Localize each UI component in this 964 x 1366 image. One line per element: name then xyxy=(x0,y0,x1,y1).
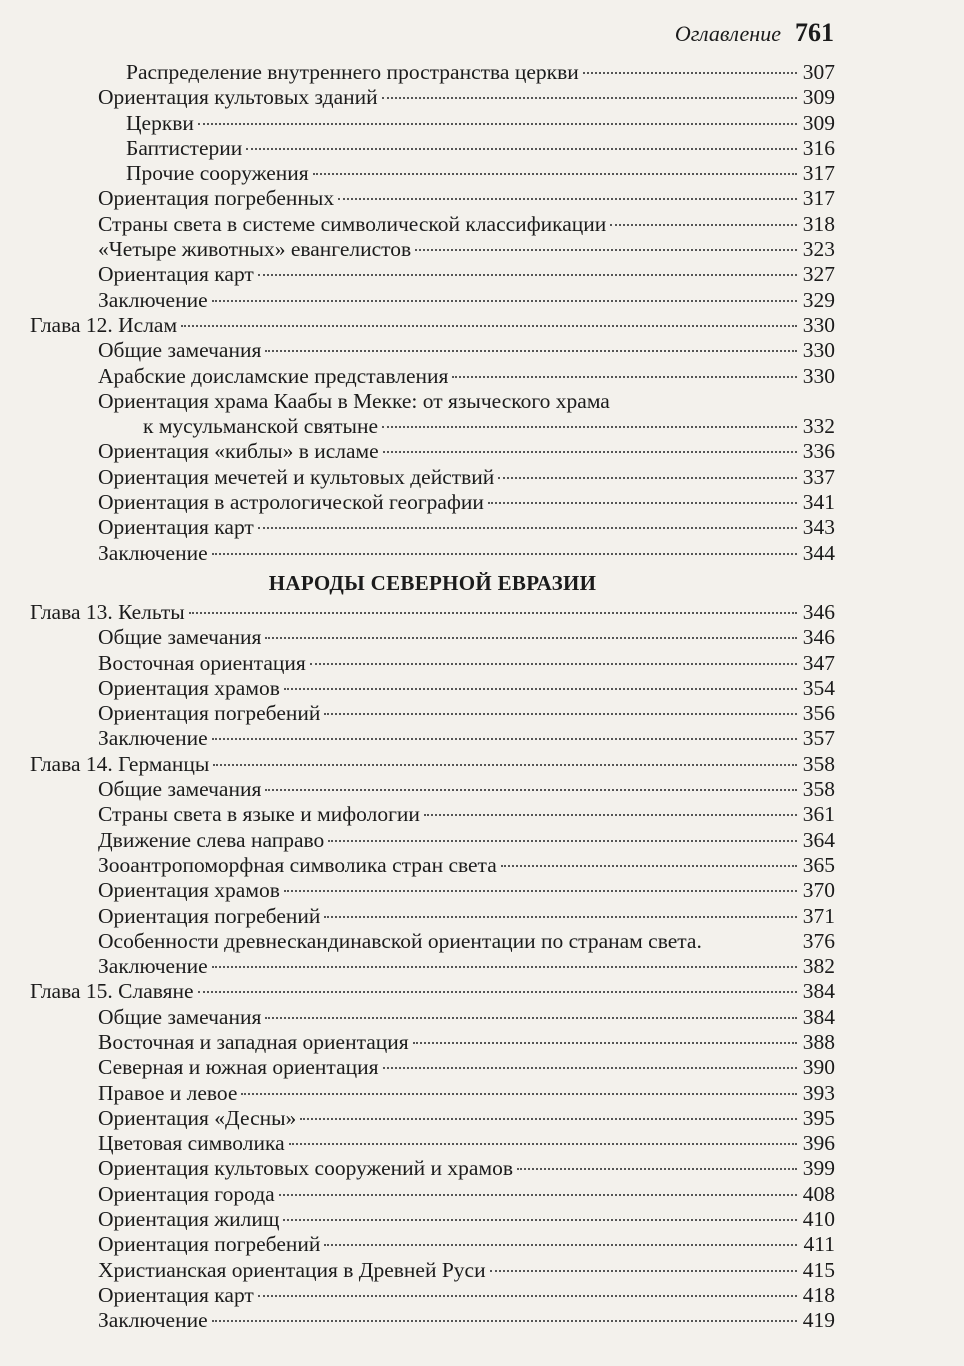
toc-page-number: 376 xyxy=(802,928,835,953)
section-heading: НАРОДЫ СЕВЕРНОЙ ЕВРАЗИИ xyxy=(268,570,597,595)
dot-leader xyxy=(313,173,797,175)
toc-page-number: 399 xyxy=(802,1156,835,1181)
toc-page-number: 316 xyxy=(802,135,835,160)
dot-leader xyxy=(501,865,797,867)
toc-page-number: 309 xyxy=(802,110,835,135)
toc-page-number: 410 xyxy=(802,1207,835,1232)
dot-leader xyxy=(300,1118,797,1120)
toc-entry-row xyxy=(30,439,835,464)
toc-entry-title: Восточная и западная ориентация xyxy=(98,1029,409,1054)
toc-entry-row xyxy=(30,1232,835,1257)
toc-page-number: 336 xyxy=(802,439,835,464)
toc-entry-row xyxy=(30,802,835,827)
dot-leader xyxy=(181,325,797,327)
toc-entry-title: Заключение xyxy=(98,954,208,979)
toc-entry-title: Заключение xyxy=(98,287,208,312)
toc-entry-row xyxy=(30,111,835,136)
dot-leader xyxy=(498,477,797,479)
toc-entry-title: Ориентация «Десны» xyxy=(98,1105,297,1130)
toc-page-number: 344 xyxy=(802,540,835,565)
toc-page-number: 418 xyxy=(802,1282,835,1307)
toc-entry-title: «Четыре животных» евангелистов xyxy=(98,237,412,262)
toc-entry-title: Ориентация карт xyxy=(98,515,254,540)
toc-page-number: 341 xyxy=(802,490,835,515)
toc-entry-row xyxy=(30,651,835,676)
dot-leader xyxy=(241,1093,797,1095)
toc-entry-row xyxy=(30,1258,835,1283)
dot-leader xyxy=(382,97,797,99)
dot-leader xyxy=(213,764,797,766)
toc-entry-title: Церкви xyxy=(126,110,194,135)
toc-entry-row xyxy=(30,1081,835,1106)
toc-entry-row xyxy=(30,338,835,363)
dot-leader xyxy=(424,814,797,816)
dot-leader xyxy=(284,890,797,892)
toc-entry-row xyxy=(30,878,835,903)
toc-entry-title: Ориентация мечетей и культовых действий xyxy=(98,464,495,489)
toc-entry-title: Правое и левое xyxy=(98,1080,238,1105)
toc-entry-title: Ориентация жилищ xyxy=(98,1207,280,1232)
toc-page-number: 329 xyxy=(802,287,835,312)
toc-page-number: 419 xyxy=(802,1308,835,1333)
toc-entry-title: Прочие сооружения xyxy=(126,161,309,186)
toc-entry-row xyxy=(30,186,835,211)
toc-entry-title: Ориентация карт xyxy=(98,1282,254,1307)
toc-chapter-row xyxy=(30,752,835,777)
dot-leader xyxy=(383,451,797,453)
dot-leader xyxy=(265,350,797,352)
toc-page-number: 358 xyxy=(802,777,835,802)
toc-entry-title: Ориентация погребений xyxy=(98,903,321,928)
toc-entry-row xyxy=(30,726,835,751)
toc-entry-row xyxy=(30,60,835,85)
toc-entry-title: к мусульманской святыне xyxy=(143,414,378,439)
page-header xyxy=(675,18,834,48)
toc-page-number: 343 xyxy=(802,515,835,540)
toc-entry-row xyxy=(30,625,835,650)
toc-entry-row xyxy=(30,929,835,954)
toc-page-number: 356 xyxy=(802,701,835,726)
toc-entry-title: Ориентация карт xyxy=(98,262,254,287)
toc-page-number: 390 xyxy=(802,1055,835,1080)
running-title: Оглавление xyxy=(674,21,781,46)
toc-entry-title: Глава 14. Германцы xyxy=(30,751,210,776)
dot-leader xyxy=(310,663,797,665)
toc-entry-row xyxy=(30,1182,835,1207)
toc-page-number: 354 xyxy=(802,675,835,700)
toc-entry-title: Ориентация храмов xyxy=(98,675,280,700)
toc-page-number: 337 xyxy=(802,464,835,489)
toc-entry-row xyxy=(30,1308,835,1333)
dot-leader xyxy=(265,789,797,791)
toc-page-number: 323 xyxy=(802,237,835,262)
toc-entry-title: Арабские доисламские представления xyxy=(98,363,449,388)
dot-leader xyxy=(382,426,797,428)
dot-leader xyxy=(452,376,797,378)
toc-entry-title: Цветовая символика xyxy=(98,1131,285,1156)
toc-page-number: 330 xyxy=(802,312,835,337)
toc-entry-row xyxy=(30,515,835,540)
dot-leader xyxy=(258,274,797,276)
dot-leader xyxy=(324,713,797,715)
dot-leader xyxy=(324,916,797,918)
dot-leader xyxy=(488,502,797,504)
toc-entry-row xyxy=(30,1030,835,1055)
toc-page-number: 415 xyxy=(802,1257,835,1282)
toc-page-number: 330 xyxy=(802,338,835,363)
toc-entry-row xyxy=(30,389,835,414)
dot-leader xyxy=(246,148,797,150)
toc-entry-title: Общие замечания xyxy=(98,625,262,650)
toc-entry-title: Ориентация храма Каабы в Мекке: от языческого храма xyxy=(98,388,610,413)
toc-entry-title: Ориентация храмов xyxy=(98,878,280,903)
toc-entry-title: Общие замечания xyxy=(98,338,262,363)
toc-entry-title: Заключение xyxy=(98,540,208,565)
toc-entry-row xyxy=(30,85,835,110)
toc-entry-title: Глава 15. Славяне xyxy=(30,979,194,1004)
toc-page-number: 361 xyxy=(802,802,835,827)
toc-entry-title: Баптистерии xyxy=(126,135,243,160)
toc-entry-title: Заключение xyxy=(98,726,208,751)
toc-page-number: 365 xyxy=(802,852,835,877)
dot-leader xyxy=(415,249,797,251)
toc-page-number: 411 xyxy=(803,1232,835,1257)
toc-entry-title: Ориентация города xyxy=(98,1181,275,1206)
toc-page-number: 317 xyxy=(802,186,835,211)
toc-entry-row xyxy=(30,541,835,566)
toc-page-number: 357 xyxy=(802,726,835,751)
toc-entry-title: Восточная ориентация xyxy=(98,650,306,675)
toc-entry-title: Ориентация погребений xyxy=(98,701,321,726)
toc-entry-row xyxy=(30,161,835,186)
toc-page-number: 384 xyxy=(802,1004,835,1029)
toc-entry-title: Распределение внутреннего пространства церкви xyxy=(126,60,579,84)
toc-entry-title: Глава 12. Ислам xyxy=(30,312,178,337)
dot-leader xyxy=(212,1320,797,1322)
toc-page-number: 309 xyxy=(802,85,835,110)
dot-leader xyxy=(284,688,797,690)
toc-entry-title: Северная и южная ориентация xyxy=(98,1055,379,1080)
dot-leader xyxy=(212,738,797,740)
table-of-contents xyxy=(30,60,835,1334)
toc-chapter-row xyxy=(30,979,835,1004)
dot-leader xyxy=(490,1270,797,1272)
toc-page-number: 346 xyxy=(802,599,835,624)
toc-page-number: 388 xyxy=(802,1029,835,1054)
toc-page-number: 384 xyxy=(802,979,835,1004)
dot-leader xyxy=(517,1168,797,1170)
toc-entry-row xyxy=(30,904,835,929)
toc-page-number: 332 xyxy=(802,414,835,439)
toc-page-number: 346 xyxy=(802,625,835,650)
toc-entry-row xyxy=(30,853,835,878)
toc-entry-title: Страны света в системе символической классификации xyxy=(98,211,607,236)
toc-entry-row xyxy=(30,1055,835,1080)
toc-entry-row xyxy=(30,1156,835,1181)
toc-page-number: 307 xyxy=(802,60,835,84)
toc-entry-title: Особенности древнескандинавской ориентации по странам света. xyxy=(98,928,702,953)
toc-entry-title: Ориентация погребенных xyxy=(98,186,335,211)
toc-page-number: 318 xyxy=(802,211,835,236)
toc-page-number: 364 xyxy=(802,827,835,852)
toc-page-number: 347 xyxy=(802,650,835,675)
toc-entry-title: Ориентация в астрологической географии xyxy=(98,490,484,515)
toc-entry-row xyxy=(30,828,835,853)
dot-leader xyxy=(198,991,797,993)
toc-entry-title: Ориентация погребений xyxy=(98,1232,321,1257)
dot-leader xyxy=(383,1067,797,1069)
toc-entry-row xyxy=(30,288,835,313)
toc-entry-title: Движение слева направо xyxy=(98,827,325,852)
toc-entry-title: Ориентация культовых сооружений и храмов xyxy=(98,1156,513,1181)
toc-page-number: 327 xyxy=(802,262,835,287)
toc-entry-row xyxy=(30,1283,835,1308)
dot-leader xyxy=(413,1042,797,1044)
toc-entry-title: Заключение xyxy=(98,1308,208,1333)
toc-entry-row xyxy=(30,237,835,262)
toc-entry-row xyxy=(30,136,835,161)
toc-entry-title: Глава 13. Кельты xyxy=(30,599,185,624)
dot-leader xyxy=(283,1219,797,1221)
toc-page-number: 371 xyxy=(802,903,835,928)
dot-leader xyxy=(212,966,797,968)
dot-leader xyxy=(279,1194,797,1196)
toc-entry-row xyxy=(30,465,835,490)
toc-page-number: 393 xyxy=(802,1080,835,1105)
dot-leader xyxy=(610,224,797,226)
toc-entry-row xyxy=(30,954,835,979)
toc-entry-title: Общие замечания xyxy=(98,777,262,802)
toc-entry-title: Ориентация культовых зданий xyxy=(98,85,378,110)
toc-entry-row xyxy=(30,1131,835,1156)
dot-leader xyxy=(258,1295,797,1297)
toc-page-number: 382 xyxy=(802,954,835,979)
toc-entry-row xyxy=(30,701,835,726)
dot-leader xyxy=(189,612,797,614)
toc-entry-row xyxy=(30,262,835,287)
toc-page-number: 330 xyxy=(802,363,835,388)
dot-leader xyxy=(212,300,797,302)
toc-entry-title: Христианская ориентация в Древней Руси xyxy=(98,1257,486,1282)
dot-leader xyxy=(583,72,797,74)
toc-entry-row xyxy=(30,1005,835,1030)
dot-leader xyxy=(212,553,797,555)
dot-leader xyxy=(258,527,797,529)
dot-leader xyxy=(198,123,797,125)
dot-leader xyxy=(324,1244,797,1246)
toc-page-number: 396 xyxy=(802,1131,835,1156)
toc-entry-row xyxy=(30,490,835,515)
toc-entry-title: Страны света в языке и мифологии xyxy=(98,802,420,827)
toc-page-number: 317 xyxy=(802,161,835,186)
dot-leader xyxy=(265,637,797,639)
toc-chapter-row xyxy=(30,313,835,338)
dot-leader xyxy=(265,1017,797,1019)
page-number: 761 xyxy=(795,18,834,47)
toc-page-number: 408 xyxy=(802,1181,835,1206)
toc-entry-row xyxy=(30,1106,835,1131)
toc-page-number: 395 xyxy=(802,1105,835,1130)
toc-entry-title: Ориентация «киблы» в исламе xyxy=(98,439,379,464)
toc-entry-row xyxy=(30,414,835,439)
toc-page-number: 358 xyxy=(802,751,835,776)
toc-page-number: 370 xyxy=(802,878,835,903)
toc-entry-row xyxy=(30,364,835,389)
toc-entry-title: Общие замечания xyxy=(98,1004,262,1029)
toc-entry-row xyxy=(30,777,835,802)
dot-leader xyxy=(338,198,797,200)
toc-entry-row xyxy=(30,1207,835,1232)
toc-entry-title: Зооантропоморфная символика стран света xyxy=(98,852,497,877)
toc-chapter-row xyxy=(30,600,835,625)
toc-entry-row xyxy=(30,212,835,237)
dot-leader xyxy=(289,1143,797,1145)
toc-entry-row xyxy=(30,676,835,701)
dot-leader xyxy=(328,840,797,842)
